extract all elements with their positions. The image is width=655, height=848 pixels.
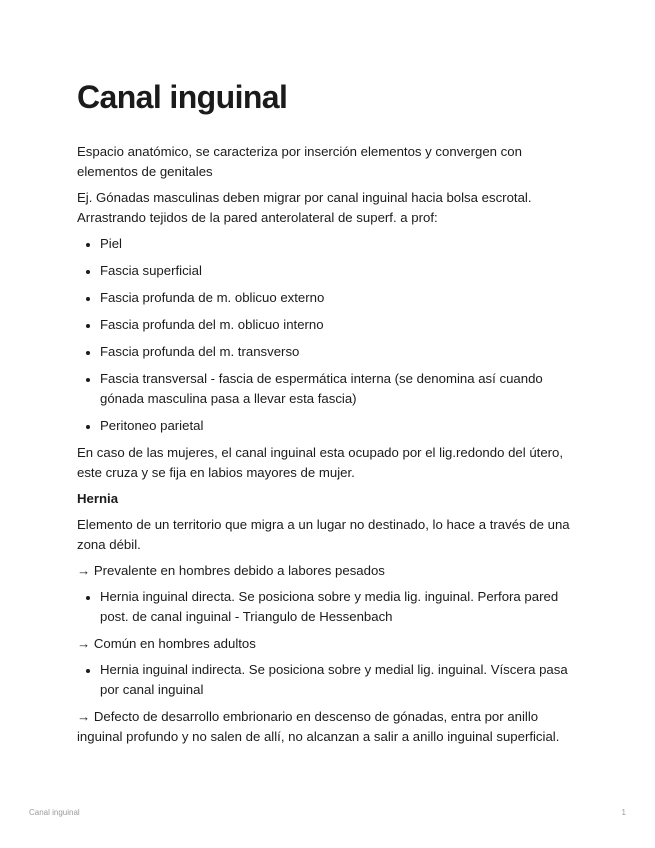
- list-item: • Fascia superficial: [100, 261, 582, 281]
- page-number: 1: [621, 808, 626, 817]
- women-paragraph: En caso de las mujeres, el canal inguinal esta ocupado por el lig.redondo del útero, este cruza y se fija en labios mayores de mujer.: [77, 445, 564, 480]
- list-item: • Hernia inguinal directa. Se posiciona sobre y media lig. inguinal. Perfora pared post. de canal inguinal - Triangulo de Hessenbach: [100, 587, 582, 627]
- intro-paragraph: Espacio anatómico, se caracteriza por inserción elementos y convergen con elementos de genitales: [77, 144, 522, 179]
- page-title: Canal inguinal: [77, 79, 288, 115]
- list-item: • Fascia transversal - fascia de espermática interna (se denomina así cuando gónada masculina pasa a llevar esta fascia): [100, 369, 582, 409]
- list-item: • Fascia profunda del m. transverso: [100, 342, 582, 362]
- hernia-heading: Hernia: [77, 491, 119, 506]
- arrow-note-common: → Común en hombres adultos: [77, 636, 256, 651]
- hernia-definition: Elemento de un territorio que migra a un lugar no destinado, lo hace a través de una zona débil.: [77, 517, 570, 552]
- list-item: • Hernia inguinal indirecta. Se posiciona sobre y medial lig. inguinal. Víscera pasa por canal inguinal: [100, 660, 582, 700]
- list-item: • Fascia profunda del m. oblicuo interno: [100, 315, 582, 335]
- example-paragraph: Ej. Gónadas masculinas deben migrar por canal inguinal hacia bolsa escrotal. Arrastrando tejidos de la pared anterolateral de superf. a prof:: [77, 190, 532, 225]
- document-body: [77, 142, 582, 753]
- list-item: • Piel: [100, 234, 582, 254]
- arrow-note-prevalent: → Prevalente en hombres debido a labores pesados: [77, 563, 385, 578]
- hernia-direct-list: [77, 587, 582, 627]
- arrow-note-defect: → Defecto de desarrollo embrionario en descenso de gónadas, entra por anillo inguinal profundo y no salen de allí, no alcanzan a salir a anillo inguinal superficial.: [77, 709, 560, 744]
- layers-list: [77, 234, 582, 436]
- hernia-indirect-list: [77, 660, 582, 700]
- footer-title: Canal inguinal: [29, 808, 80, 817]
- list-item: • Peritoneo parietal: [100, 416, 582, 436]
- list-item: • Fascia profunda de m. oblicuo externo: [100, 288, 582, 308]
